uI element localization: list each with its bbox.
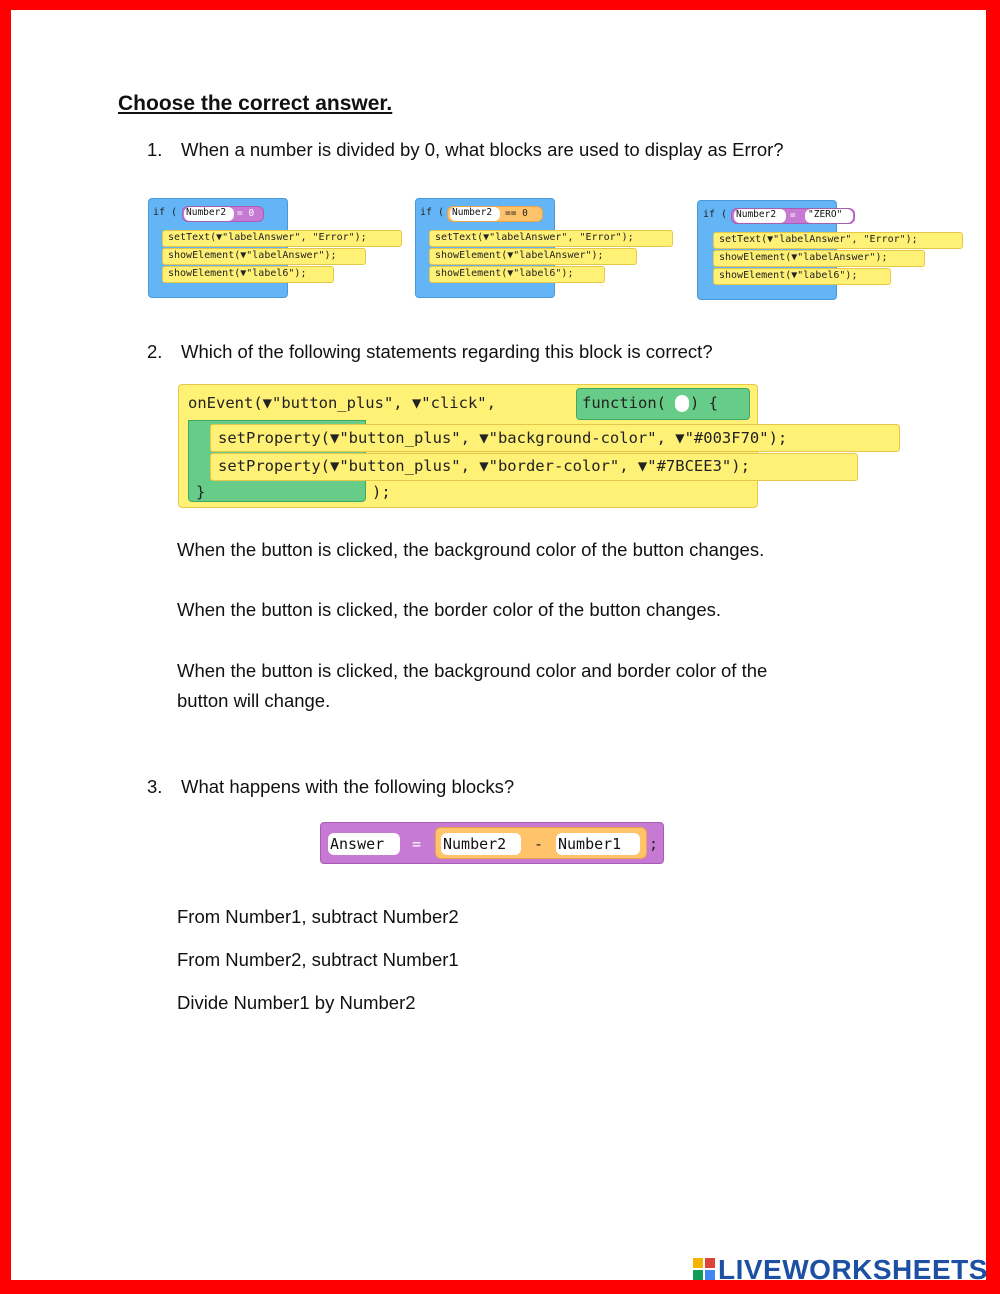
number1-chip: Number1 [556,833,640,855]
function-end: ) { [690,394,718,412]
q3-option-1[interactable]: From Number1, subtract Number2 [177,906,459,927]
if-keyword: if ( [153,207,178,218]
semicolon: ; [649,835,659,853]
question-2 [147,341,713,363]
q1-option-block-b[interactable] [415,198,677,302]
settext-line: setText(▼"labelAnswer", "Error"); [168,232,367,243]
q3-option-2[interactable]: From Number2, subtract Number1 [177,949,459,970]
number2-chip: Number2 [441,833,521,855]
showelement-line-2: showElement(▼"label6"); [719,270,858,281]
equals-sign: = [412,835,422,853]
variable-chip: Number2 [450,207,500,221]
parameter-slot [675,395,689,412]
q1-option-block-c[interactable] [697,200,965,304]
closing-paren: ); [372,483,391,501]
value-chip: "ZERO" [805,209,853,223]
if-keyword: if ( [420,207,445,218]
variable-chip: Number2 [734,209,786,223]
question-3-text: What happens with the following blocks? [181,776,515,797]
operator-text: == 0 [505,208,528,219]
liveworksheets-logo: LIVEWORKSHEETS [718,1254,988,1285]
setproperty-line-2: setProperty(▼"button_plus", ▼"border-color", ▼"#7BCEE3"); [218,457,750,475]
page-title: Choose the correct answer. [118,92,393,115]
q2-option-3-continued[interactable]: button will change. [177,690,331,711]
q2-option-3[interactable]: When the button is clicked, the background color and border color of the [177,660,768,681]
showelement-line-1: showElement(▼"labelAnswer"); [168,250,337,261]
question-2-number: 2. [147,341,163,362]
showelement-line-2: showElement(▼"label6"); [168,268,307,279]
liveworksheets-badge-icon [693,1258,715,1280]
operator-text: = [790,210,796,221]
question-2-text: Which of the following statements regarding this block is correct? [181,341,713,362]
question-1 [147,139,784,161]
question-1-number: 1. [147,139,163,160]
settext-line: setText(▼"labelAnswer", "Error"); [719,234,918,245]
question-3 [147,776,514,798]
q3-code-block [320,816,666,870]
question-3-number: 3. [147,776,163,797]
q2-option-1[interactable]: When the button is clicked, the background color of the button changes. [177,539,765,560]
answer-variable-chip: Answer [328,833,400,855]
q1-option-block-a[interactable] [148,198,406,302]
settext-line: setText(▼"labelAnswer", "Error"); [435,232,634,243]
q2-option-2[interactable]: When the button is clicked, the border color of the button changes. [177,599,722,620]
q2-code-block [178,376,902,516]
showelement-line-2: showElement(▼"label6"); [435,268,574,279]
q3-option-3[interactable]: Divide Number1 by Number2 [177,992,416,1013]
closing-brace: } [196,483,206,501]
showelement-line-1: showElement(▼"labelAnswer"); [719,252,888,263]
if-keyword: if ( [703,209,728,220]
onevent-line: onEvent(▼"button_plus", ▼"click", [188,394,496,412]
minus-operator: - [534,835,544,853]
showelement-line-1: showElement(▼"labelAnswer"); [435,250,604,261]
variable-chip: Number2 [184,207,234,221]
operator-text: = 0 [237,208,255,219]
function-keyword: function( [582,394,666,412]
setproperty-line-1: setProperty(▼"button_plus", ▼"background-color", ▼"#003F70"); [218,429,788,447]
question-1-text: When a number is divided by 0, what blocks are used to display as Error? [181,139,784,160]
